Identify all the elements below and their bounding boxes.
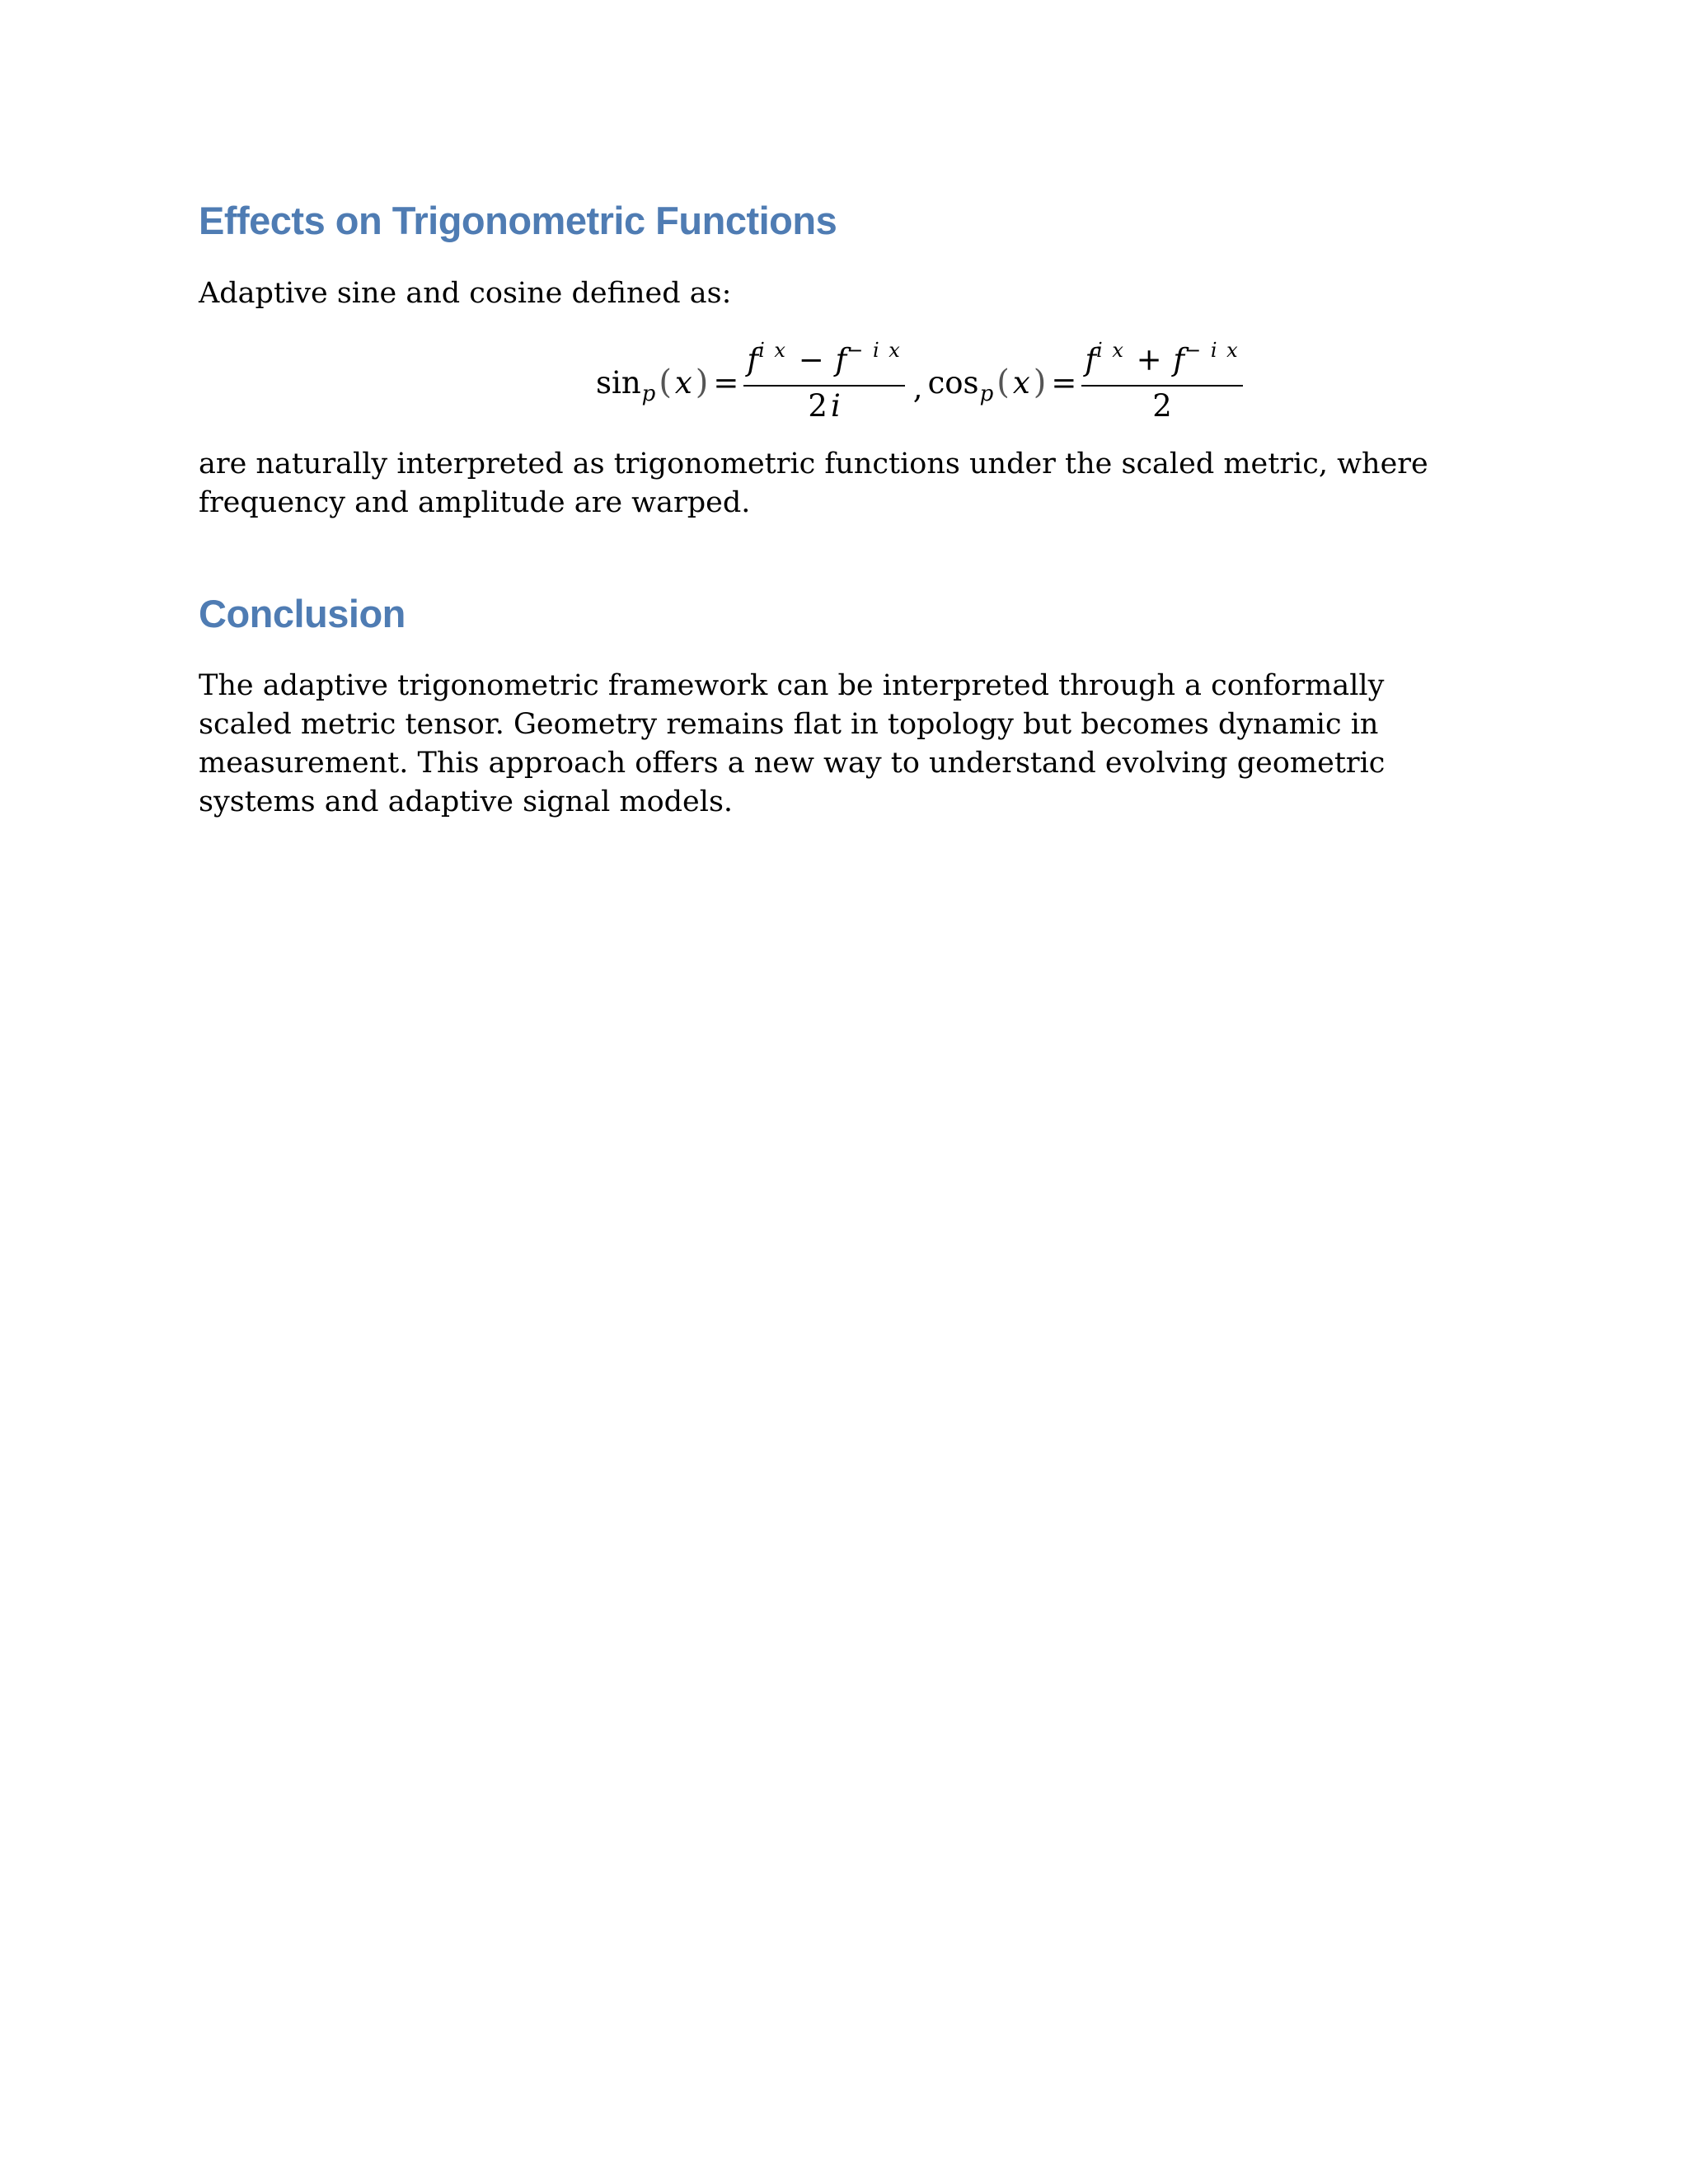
cos-definition: cos p ( x ) = $\frac{f^{i x} + f^{- i x}}{2}$ — [928, 340, 1246, 424]
cos-subscript: p — [979, 382, 994, 406]
section-heading-trig: Effects on Trigonometric Functions — [199, 199, 837, 242]
cos-denominator: 2 — [1152, 388, 1172, 424]
sin-fraction — [743, 340, 904, 424]
conclusion-paragraph: The adaptive trigonometric framework can be interpreted through a conformally scaled metric tensor. Geometry remains flat in topology but becomes dynamic in measurement. This approach offers a new way to understand evolving geometric systems and adaptive signal models. — [199, 669, 1386, 818]
sin-subscript: p — [641, 382, 656, 406]
after-equation-paragraph: are naturally interpreted as trigonometric functions under the scaled metric, where frequency and amplitude are warped. — [199, 448, 1428, 519]
sin-variable: x — [674, 364, 692, 401]
cos-variable: x — [1012, 364, 1030, 401]
adaptive-trig-equation — [596, 336, 1246, 429]
intro-paragraph: Adaptive sine and cosine defined as: — [199, 277, 732, 310]
cos-function-name: cos — [927, 364, 979, 401]
cos-equals: = — [1051, 364, 1077, 401]
sin-numerator: $f^{i x} - f^{- i x}$ — [743, 340, 904, 387]
equation-separator: , — [912, 369, 923, 405]
sin-denominator: 2 i — [808, 388, 841, 424]
sin-equals: = — [713, 364, 739, 401]
sin-function-name: sin — [596, 364, 641, 401]
cos-fraction — [1081, 340, 1242, 424]
section-heading-conclusion: Conclusion — [199, 592, 406, 635]
sin-definition: sin p ( x ) = $\frac{f^{i x} - f^{- i x}}{2 i}$ — [596, 340, 908, 424]
cos-numerator: $f^{i x} + f^{- i x}$ — [1081, 340, 1242, 387]
